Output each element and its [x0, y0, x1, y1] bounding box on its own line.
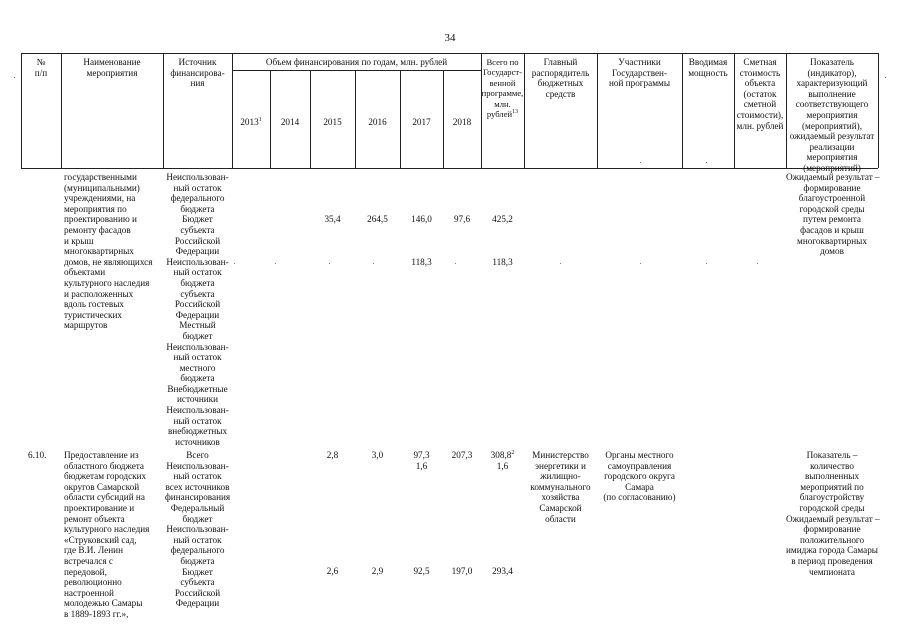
- scan-dot: [455, 263, 456, 264]
- scan-dot: [560, 263, 561, 264]
- row-cont-l1-2018: 97,6: [453, 214, 471, 224]
- row-610-l1-2015: 2,8: [326, 450, 339, 460]
- row-610-l1-2018: 207,3: [451, 450, 473, 460]
- header-capacity: Вводимая мощность: [688, 57, 728, 78]
- header-year-2018: 2018: [452, 117, 472, 127]
- scan-dot: [329, 263, 330, 264]
- row-610-l3-total: 293,4: [492, 566, 513, 576]
- row-610-l2-2017: 1,6: [415, 461, 428, 471]
- header-name: Наименование мероприятия: [83, 57, 141, 78]
- row-cont-name: государственными (муниципальными) учреждениями, на мероприятия по проектированию и ремонту фасадов и крыш многоквартирных домов, не являющихся объектами культурного наследия и расположенных вдоль гостевых туристических маршрутов: [64, 172, 153, 331]
- row-cont-l1-2016: 264,5: [367, 214, 388, 224]
- header-bottom-border: [21, 168, 878, 169]
- scan-dot: [373, 263, 374, 264]
- row-610-participants: Органы местного самоуправления городского округа Самара (по согласованию): [603, 450, 676, 503]
- scan-dot: [640, 263, 641, 264]
- scan-dot: [640, 162, 641, 163]
- scan-dot: [706, 263, 707, 264]
- header-estimate: Сметная стоимость объекта (остаток сметной стоимости), млн. рублей: [736, 57, 784, 131]
- row-610-l3-2018: 197,0: [451, 566, 473, 576]
- row-610-indicator: Показатель – количество выполненных мероприятий по благоустройству городской среды Ожидаемый результат – формирование положительного имиджа города Самары в период проведения чемпионата: [786, 450, 880, 577]
- page-number: 34: [444, 32, 456, 44]
- header-num: № п/п: [34, 57, 48, 78]
- row-610-sources: Всего Неиспользован- ный остаток всех источников финансирования Федеральный бюджет Неиспользован- ный остаток федерального бюджета Бюджет субъекта Российской Федерации: [164, 450, 231, 609]
- row-cont-sources: Неиспользован- ный остаток федерального бюджета Бюджет субъекта Российской Федерации Неиспользован- ный остаток бюджета субъекта Российской Федерации Местный бюджет Неиспользован- ный остаток местного бюджета Внебюджетные источники Неиспользован- ный остаток внебюджетных источников: [166, 172, 229, 447]
- row-610-manager: Министерство энергетики и жилищно- коммунального хозяйства Самарской области: [530, 450, 591, 524]
- header-volume-title: Объем финансирования по годам, млн. рублей: [265, 57, 448, 67]
- header-participants: Участники Государствен- ной программы: [608, 57, 671, 89]
- header-year-2014: 2014: [280, 117, 300, 127]
- header-total: Всего по Государст- венной программе, млн. рублей$^{13}$: [481, 57, 524, 120]
- header-indicator: Показатель (индикатор), характеризующий выполнение соответствующего мероприятия (мероприятий), ожидаемый результат реализации мероприятия (мероприятий): [789, 57, 875, 173]
- header-year-2016: 2016: [368, 117, 387, 127]
- row-cont-l1-2017: 146,0: [411, 214, 432, 224]
- scan-dot: [885, 77, 886, 78]
- row-610-l1-total: 308,8$^2$: [490, 450, 515, 460]
- scan-dot: [706, 162, 707, 163]
- row-cont-l1-total: 425,2: [492, 214, 513, 224]
- header-year-2013: 2013$^1$: [240, 117, 262, 127]
- scan-dot: [234, 263, 235, 264]
- col-border-3: [232, 53, 233, 168]
- table-top-border: [21, 53, 878, 54]
- row-610-num: 6.10.: [28, 450, 47, 460]
- row-cont-indicator: Ожидаемый результат – формирование благоустроенной городской среды путем ремонта фасадов и крыш многоквартирных домов: [786, 172, 880, 257]
- row-610-l3-2016: 2,9: [371, 566, 384, 576]
- col-border-15: [878, 53, 879, 168]
- scan-dot: [14, 77, 15, 78]
- scan-dot: [275, 263, 276, 264]
- row-cont-l2-2017: 118,3: [411, 257, 432, 267]
- header-manager: Главный распорядитель бюджетных средств: [531, 57, 590, 99]
- row-610-l3-2017: 92,5: [413, 566, 430, 576]
- header-year-2017: 2017: [412, 117, 431, 127]
- row-cont-l1-2015: 35,4: [324, 214, 341, 224]
- row-610-l3-2015: 2,6: [326, 566, 339, 576]
- scan-dot: [757, 263, 758, 264]
- row-610-l1-2017: 97,3: [413, 450, 430, 460]
- row-610-name: Предоставление из областного бюджета бюджетам городских округов Самарской области субсидий на проектирование и ремонт объекта культурного наследия «Струковский сад, где В.И. Ленин встречался с передовой, революционно настроенной молодежью Самары в 1889-1893 гг.»,: [64, 450, 150, 619]
- header-source: Источник финансирова- ния: [170, 57, 225, 89]
- header-year-2015: 2015: [323, 117, 342, 127]
- row-610-l1-2016: 3,0: [371, 450, 384, 460]
- row-610-l2-total: 1,6: [496, 461, 509, 471]
- row-cont-l2-total: 118,3: [492, 257, 513, 267]
